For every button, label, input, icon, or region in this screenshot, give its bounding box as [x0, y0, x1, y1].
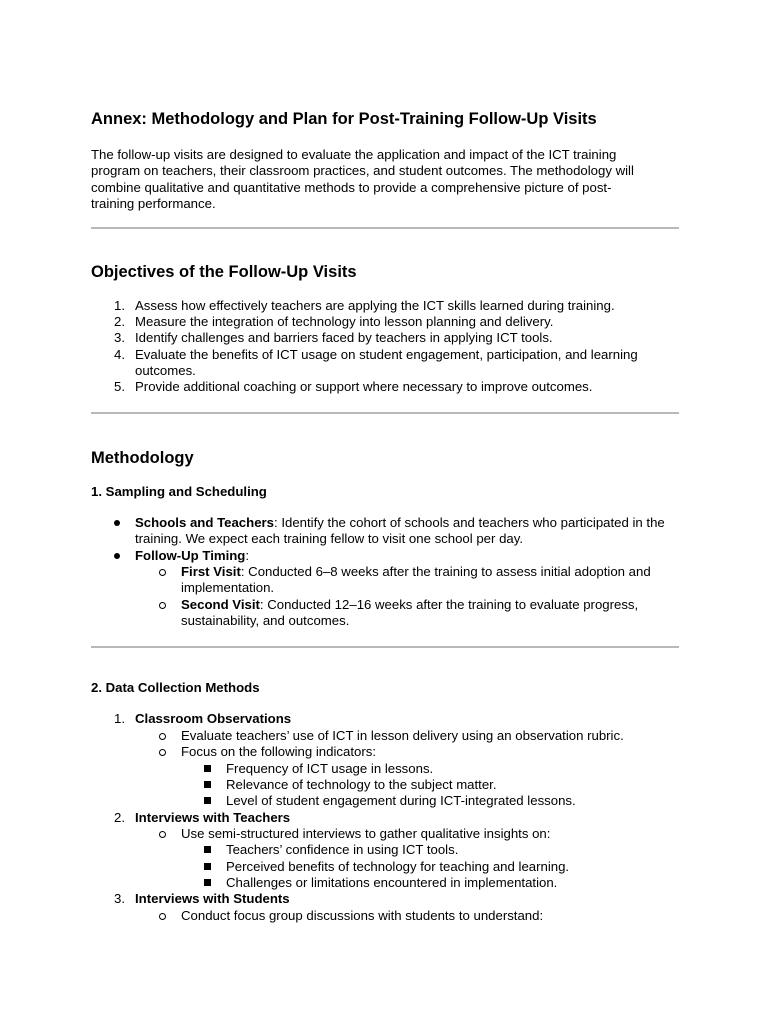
square-bullet-icon	[204, 846, 211, 853]
square-bullet-icon	[204, 879, 211, 886]
list-text: Perceived benefits of technology for teaching and learning.	[226, 859, 570, 874]
bullet-icon	[114, 520, 120, 526]
item-text: :	[245, 548, 250, 563]
item-label: Follow-Up Timing	[135, 548, 246, 563]
objectives-heading: Objectives of the Follow-Up Visits	[91, 263, 357, 281]
item-text: : Conducted 12–16 weeks after the training to evaluate progress, sustainability, and outcomes.	[181, 597, 639, 629]
data-collection-heading: 2. Data Collection Methods	[91, 680, 260, 695]
square-bullet-icon	[204, 765, 211, 772]
list-text	[181, 564, 679, 597]
methodology-heading: Methodology	[91, 449, 194, 467]
list-number: 3.	[114, 330, 125, 345]
sampling-heading: 1. Sampling and Scheduling	[91, 484, 267, 499]
list-text: Measure the integration of technology into lesson planning and delivery.	[135, 314, 554, 329]
list-text: Classroom Observations	[135, 711, 292, 726]
divider	[91, 227, 679, 229]
list-text: Identify challenges and barriers faced by teachers in applying ICT tools.	[135, 330, 553, 345]
list-text: Evaluate the benefits of ICT usage on student engagement, participation, and learning outcomes.	[135, 347, 638, 379]
document-title: Annex: Methodology and Plan for Post-Training Follow-Up Visits	[91, 110, 597, 128]
divider	[91, 412, 679, 414]
list-text: Assess how effectively teachers are applying the ICT skills learned during training.	[135, 298, 615, 313]
circle-bullet-icon	[159, 913, 166, 920]
list-number: 4.	[114, 347, 125, 362]
list-text: Relevance of technology to the subject matter.	[226, 777, 497, 792]
square-bullet-icon	[204, 797, 211, 804]
item-label: First Visit	[181, 564, 241, 579]
list-text: Interviews with Teachers	[135, 810, 291, 825]
list-text: Frequency of ICT usage in lessons.	[226, 761, 434, 776]
circle-bullet-icon	[159, 602, 166, 609]
list-number: 2.	[114, 810, 125, 825]
item-label: Schools and Teachers	[135, 515, 275, 530]
circle-bullet-icon	[159, 733, 166, 740]
item-text: : Conducted 6–8 weeks after the training to assess initial adoption and implementation.	[181, 564, 651, 596]
list-text: Evaluate teachers’ use of ICT in lesson delivery using an observation rubric.	[181, 728, 624, 743]
list-number: 2.	[114, 314, 125, 329]
list-number: 3.	[114, 891, 125, 906]
circle-bullet-icon	[159, 569, 166, 576]
list-text: Challenges or limitations encountered in implementation.	[226, 875, 558, 890]
divider	[91, 646, 679, 648]
circle-bullet-icon	[159, 831, 166, 838]
intro-paragraph: The follow-up visits are designed to evaluate the application and impact of the ICT training program on teachers, their classroom practices, and student outcomes. The methodology will combine qualitative and quantitative methods to provide a comprehensive picture of post-training performance.	[91, 147, 634, 212]
list-text: Use semi-structured interviews to gather qualitative insights on:	[181, 826, 551, 841]
item-text: : Identify the cohort of schools and teachers who participated in the training. We expect each training fellow to visit one school per day.	[135, 515, 665, 547]
list-text: Level of student engagement during ICT-integrated lessons.	[226, 793, 576, 808]
list-text	[181, 597, 679, 630]
list-text	[135, 515, 675, 548]
list-text: Teachers’ confidence in using ICT tools.	[226, 842, 459, 857]
list-number: 5.	[114, 379, 125, 394]
item-label: Second Visit	[181, 597, 260, 612]
list-text: Interviews with Students	[135, 891, 290, 906]
list-text	[135, 548, 675, 564]
list-number: 1.	[114, 298, 125, 313]
square-bullet-icon	[204, 863, 211, 870]
list-text: Focus on the following indicators:	[181, 744, 376, 759]
square-bullet-icon	[204, 781, 211, 788]
list-number: 1.	[114, 711, 125, 726]
list-text: Conduct focus group discussions with students to understand:	[181, 908, 544, 923]
circle-bullet-icon	[159, 749, 166, 756]
list-text: Provide additional coaching or support where necessary to improve outcomes.	[135, 379, 593, 394]
bullet-icon	[114, 553, 120, 559]
